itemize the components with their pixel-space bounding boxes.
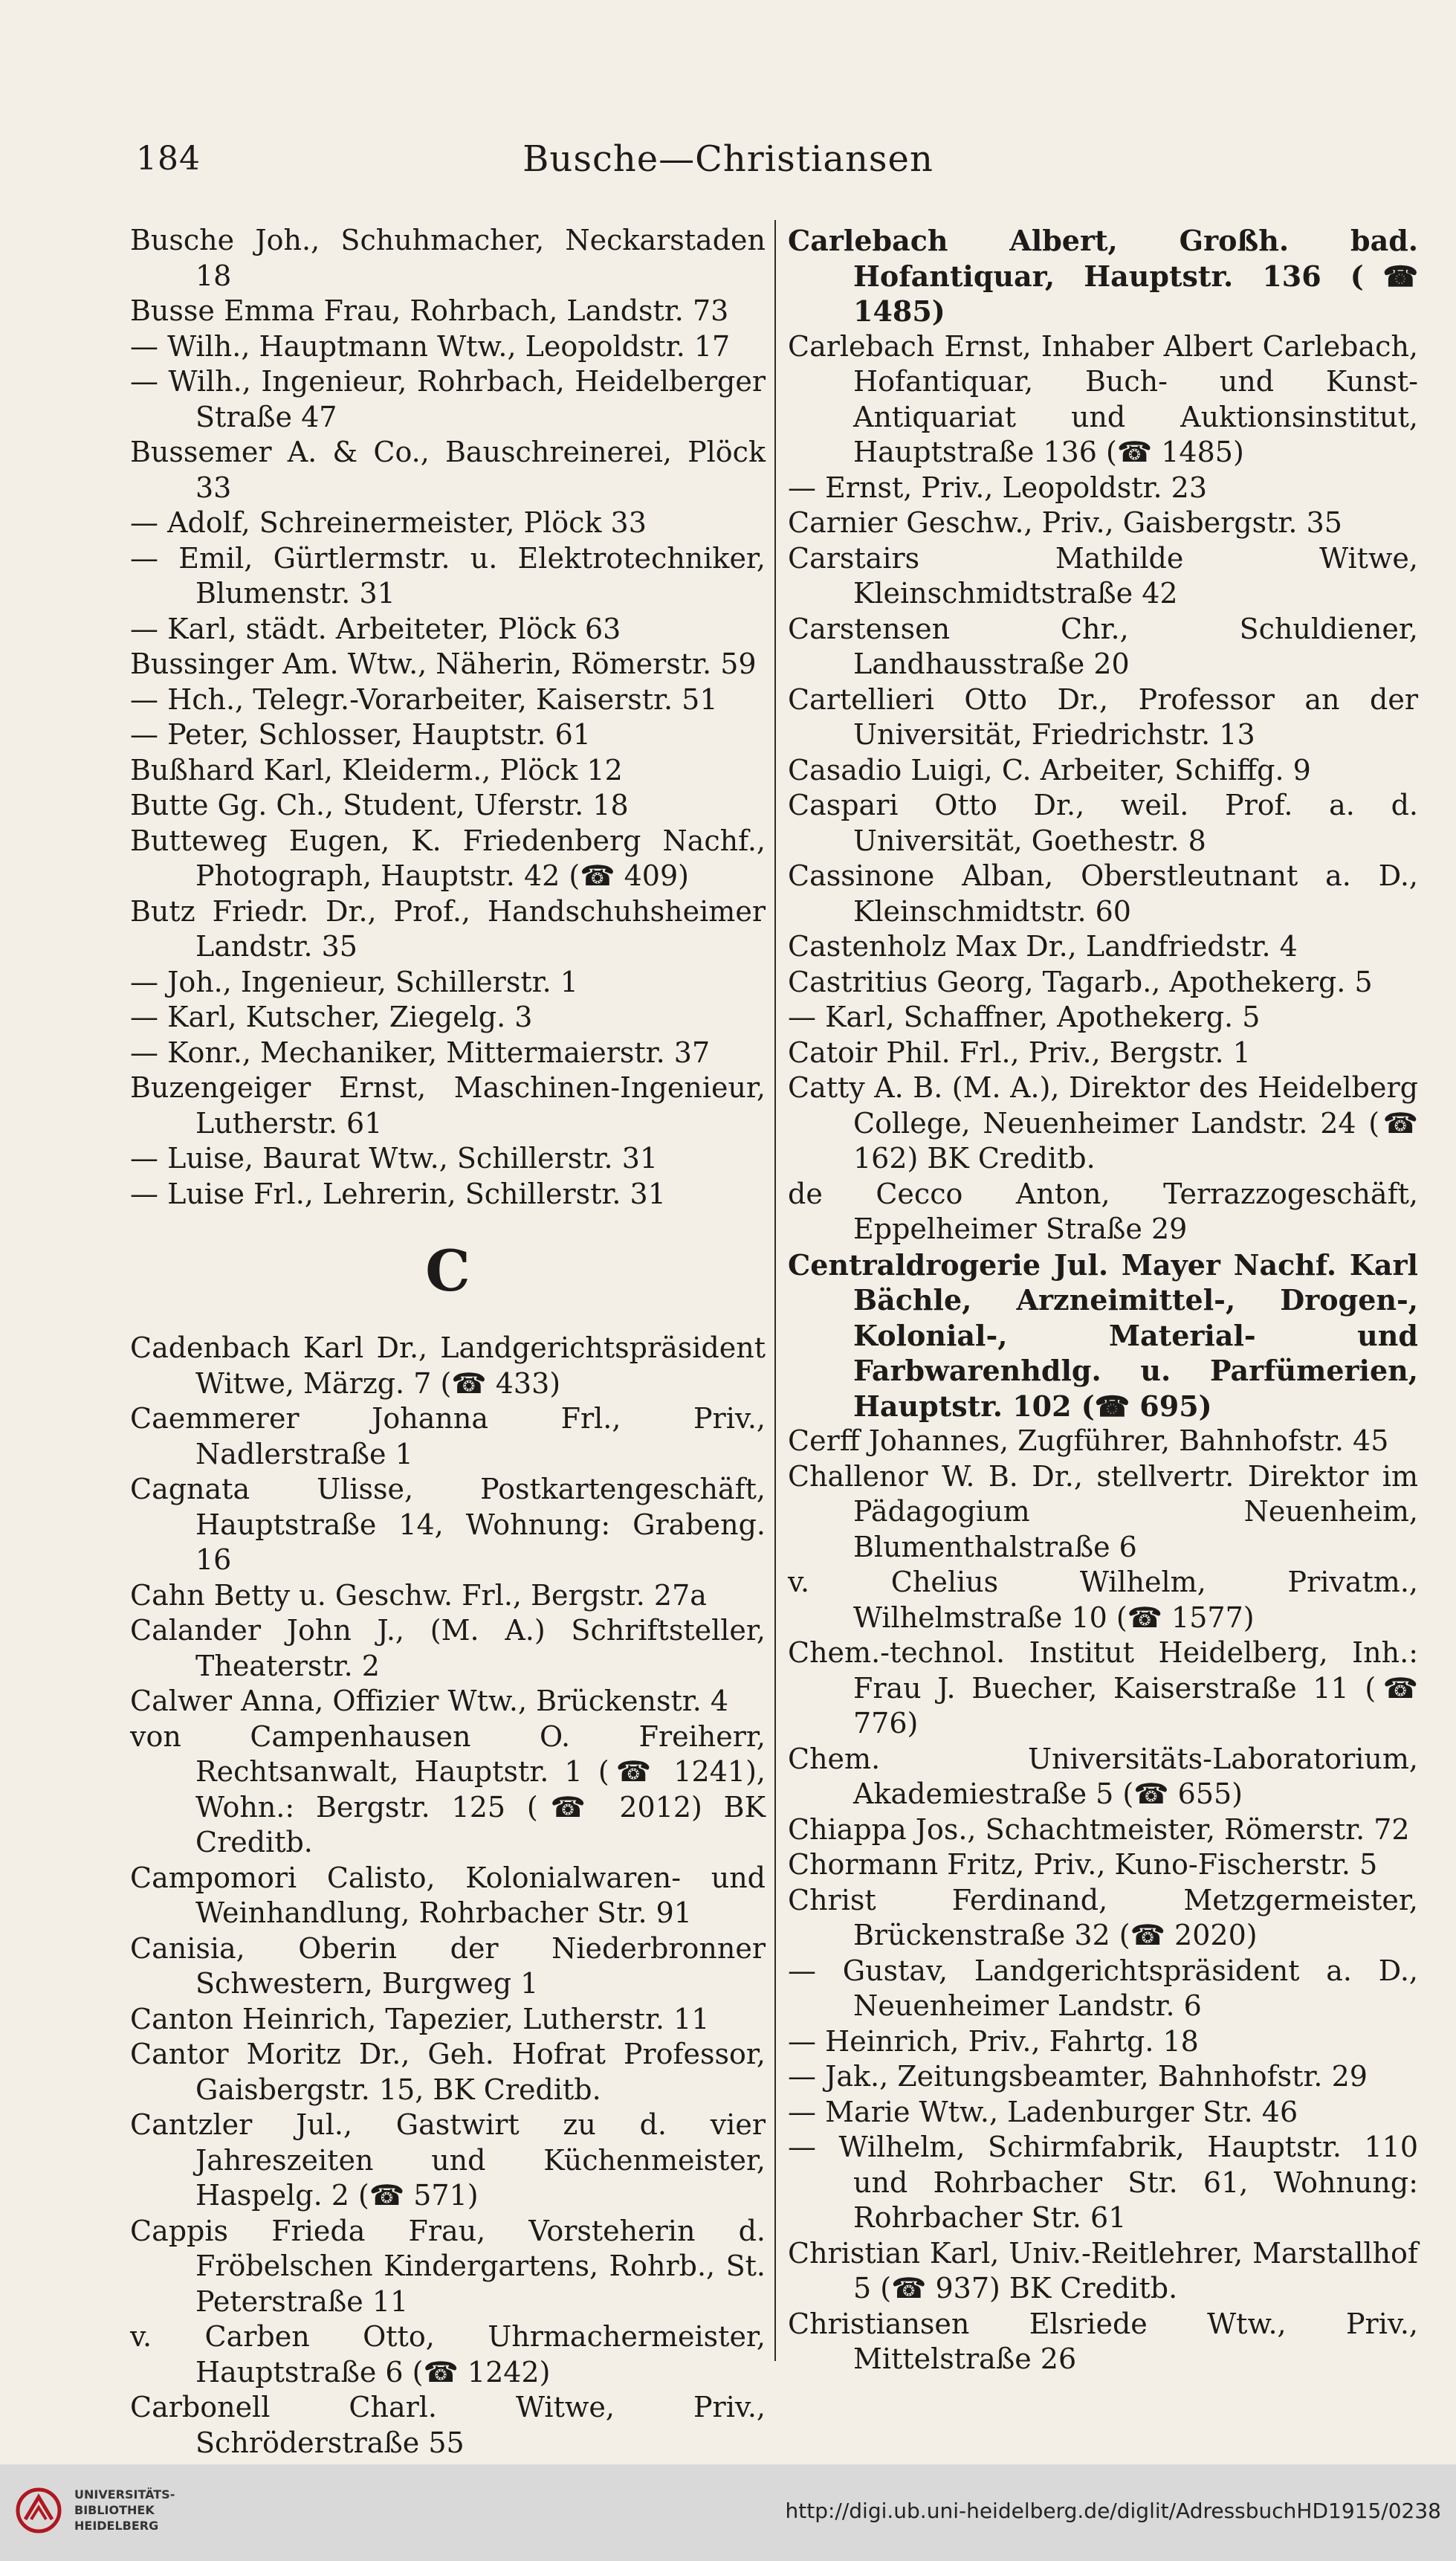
directory-entry: Carlebach Albert, Großh. bad. Hofantiquar, Hauptstr. 136 (☎ 1485)	[788, 224, 1418, 328]
directory-entry: Campomori Calisto, Kolonialwaren- und Weinhandlung, Rohrbacher Str. 91	[130, 1861, 766, 1929]
directory-entry: Cappis Frieda Frau, Vorsteherin d. Fröbelschen Kindergartens, Rohrb., St. Peterstraße 11	[130, 2214, 766, 2318]
directory-entry: — Luise, Baurat Wtw., Schillerstr. 31	[130, 1142, 659, 1175]
directory-entry: Butteweg Eugen, K. Friedenberg Nachf., Photograph, Hauptstr. 42 (☎ 409)	[130, 824, 766, 892]
directory-entry: Christian Karl, Univ.-Reitlehrer, Marstallhof 5 (☎ 937) BK Creditb.	[788, 2236, 1418, 2305]
directory-entry: von Campenhausen O. Freiherr, Rechtsanwalt, Hauptstr. 1 (☎ 1241), Wohn.: Bergstr. 125 (☎ 2012) BK Creditb.	[130, 1719, 766, 1858]
directory-entry: — Jak., Zeitungsbeamter, Bahnhofstr. 29	[788, 2060, 1368, 2093]
directory-entry: Caemmerer Johanna Frl., Priv., Nadlerstraße 1	[130, 1402, 766, 1470]
directory-entry: Cantor Moritz Dr., Geh. Hofrat Professor, Gaisbergstr. 15, BK Creditb.	[130, 2038, 766, 2106]
column-divider	[774, 220, 776, 2361]
directory-entry: Catty A. B. (M. A.), Direktor des Heidelberg College, Neuenheimer Landstr. 24 (☎ 162) BK Creditb.	[788, 1071, 1418, 1175]
directory-entry: — Karl, Schaffner, Apothekerg. 5	[788, 1001, 1261, 1033]
directory-entry: Butte Gg. Ch., Student, Uferstr. 18	[130, 789, 629, 821]
library-line: HEIDELBERG	[74, 2519, 159, 2533]
source-url-link[interactable]: http://digi.ub.uni-heidelberg.de/diglit/AdressbuchHD1915/0238	[785, 2499, 1441, 2523]
directory-entry: Cagnata Ulisse, Postkartengeschäft, Hauptstraße 14, Wohnung: Grabeng. 16	[130, 1473, 766, 1576]
directory-entry: Carbonell Charl. Witwe, Priv., Schröderstraße 55	[130, 2391, 766, 2459]
directory-entry: Chormann Fritz, Priv., Kuno-Fischerstr. 5	[788, 1848, 1378, 1881]
left-column	[130, 223, 766, 2496]
directory-entry: Castenholz Max Dr., Landfriedstr. 4	[788, 930, 1298, 963]
directory-entry: Butz Friedr. Dr., Prof., Handschuhsheimer Landstr. 35	[130, 894, 766, 963]
right-entries	[788, 223, 1418, 2377]
directory-entry: Canisia, Oberin der Niederbronner Schwestern, Burgweg 1	[130, 1931, 766, 2000]
directory-entry: de Cecco Anton, Terrazzogeschäft, Eppelheimer Straße 29	[788, 1177, 1418, 1245]
directory-entry: — Joh., Ingenieur, Schillerstr. 1	[130, 965, 578, 998]
page-number: 184	[136, 140, 201, 178]
directory-entry: Carstensen Chr., Schuldiener, Landhausstraße 20	[788, 612, 1418, 680]
library-name	[74, 2487, 175, 2533]
directory-entry: — Hch., Telegr.-Vorarbeiter, Kaiserstr. 51	[130, 682, 718, 716]
directory-entry: — Adolf, Schreinermeister, Plöck 33	[130, 506, 647, 539]
directory-entry: Christiansen Elsriede Wtw., Priv., Mittelstraße 26	[788, 2307, 1418, 2375]
directory-entry: Centraldrogerie Jul. Mayer Nachf. Karl Bächle, Arzneimittel-, Drogen-, Kolonial-, Material- und Farbwarenhdlg. u. Parfümerien, Hauptstr. 102 (☎ 695)	[788, 1247, 1418, 1423]
directory-entry: Calwer Anna, Offizier Wtw., Brückenstr. 4	[130, 1685, 729, 1717]
directory-entry: Cadenbach Karl Dr., Landgerichtspräsident Witwe, Märzg. 7 (☎ 433)	[130, 1331, 766, 1400]
left-entries-c	[130, 1331, 766, 2496]
directory-entry: v. Chelius Wilhelm, Privatm., Wilhelmstraße 10 (☎ 1577)	[788, 1566, 1418, 1634]
directory-entry: — Peter, Schlosser, Hauptstr. 61	[130, 718, 591, 751]
directory-entry: Bussinger Am. Wtw., Näherin, Römerstr. 59	[130, 647, 757, 680]
directory-entry: — Ernst, Priv., Leopoldstr. 23	[788, 471, 1208, 504]
running-head: Busche—Christiansen	[522, 138, 934, 180]
directory-entry: Cartellieri Otto Dr., Professor an der Universität, Friedrichstr. 13	[788, 682, 1418, 751]
directory-entry: — Marie Wtw., Ladenburger Str. 46	[788, 2095, 1298, 2128]
directory-entry: Buzengeiger Ernst, Maschinen-Ingenieur, Lutherstr. 61	[130, 1071, 766, 1140]
directory-entry: v. Carben Otto, Uhrmachermeister, Hauptstraße 6 (☎ 1242)	[130, 2320, 766, 2389]
directory-entry: Cerff Johannes, Zugführer, Bahnhofstr. 45	[788, 1424, 1389, 1457]
directory-entry: Chem. Universitäts-Laboratorium, Akademiestraße 5 (☎ 655)	[788, 1742, 1418, 1810]
page-header	[0, 0, 1456, 201]
directory-entry: Carlebach Ernst, Inhaber Albert Carlebach, Hofantiquar, Buch- und Kunst-Antiquariat und Auktionsinstitut, Hauptstraße 136 (☎ 1485)	[788, 329, 1418, 468]
section-letter: C	[425, 1238, 470, 1304]
footer-bar	[0, 2464, 1456, 2561]
directory-entry: Cantzler Jul., Gastwirt zu d. vier Jahreszeiten und Küchenmeister, Haspelg. 2 (☎ 571)	[130, 2108, 766, 2212]
directory-entry: — Karl, städt. Arbeiteter, Plöck 63	[130, 612, 621, 645]
directory-entry: Christ Ferdinand, Metzgermeister, Brückenstraße 32 (☎ 2020)	[788, 1883, 1418, 1951]
directory-entry: Cassinone Alban, Oberstleutnant a. D., Kleinschmidtstr. 60	[788, 859, 1418, 928]
library-logo-icon	[15, 2487, 62, 2534]
right-column	[788, 223, 1418, 2377]
directory-entry: Calander John J., (M. A.) Schriftsteller, Theaterstr. 2	[130, 1614, 766, 1682]
directory-entry: — Luise Frl., Lehrerin, Schillerstr. 31	[130, 1177, 666, 1210]
directory-entry: Bußhard Karl, Kleiderm., Plöck 12	[130, 753, 623, 787]
library-line: UNIVERSITÄTS-	[74, 2487, 175, 2502]
directory-entry: — Heinrich, Priv., Fahrtg. 18	[788, 2024, 1199, 2058]
directory-entry: Cahn Betty u. Geschw. Frl., Bergstr. 27a	[130, 1578, 707, 1612]
directory-entry: — Konr., Mechaniker, Mittermaierstr. 37	[130, 1036, 711, 1069]
directory-entry: Busse Emma Frau, Rohrbach, Landstr. 73	[130, 294, 729, 327]
directory-entry: — Emil, Gürtlermstr. u. Elektrotechniker, Blumenstr. 31	[130, 541, 766, 610]
directory-entry: Casadio Luigi, C. Arbeiter, Schiffg. 9	[788, 753, 1311, 787]
directory-entry: Chem.-technol. Institut Heidelberg, Inh.: Frau J. Buecher, Kaiserstraße 11 (☎ 776)	[788, 1636, 1418, 1740]
directory-entry: Castritius Georg, Tagarb., Apothekerg. 5	[788, 965, 1373, 998]
directory-entry: Busche Joh., Schuhmacher, Neckarstaden 18	[130, 224, 766, 292]
directory-entry: Carstairs Mathilde Witwe, Kleinschmidtstraße 42	[788, 541, 1418, 610]
directory-entry: Carnier Geschw., Priv., Gaisbergstr. 35	[788, 506, 1342, 539]
left-entries	[130, 223, 766, 1212]
directory-entry: — Wilhelm, Schirmfabrik, Hauptstr. 110 und Rohrbacher Str. 61, Wohnung: Rohrbacher Str. 61	[788, 2131, 1418, 2234]
directory-entry: Challenor W. B. Dr., stellvertr. Direktor im Pädagogium Neuenheim, Blumenthalstraße 6	[788, 1459, 1418, 1563]
directory-entry: Bussemer A. & Co., Bauschreinerei, Plöck 33	[130, 436, 766, 504]
directory-entry: — Gustav, Landgerichtspräsident a. D., Neuenheimer Landstr. 6	[788, 1954, 1418, 2022]
directory-entry: Chiappa Jos., Schachtmeister, Römerstr. 72	[788, 1812, 1410, 1846]
directory-entry: — Karl, Kutscher, Ziegelg. 3	[130, 1001, 533, 1033]
directory-entry: Caspari Otto Dr., weil. Prof. a. d. Universität, Goethestr. 8	[788, 789, 1418, 857]
directory-entry: Catoir Phil. Frl., Priv., Bergstr. 1	[788, 1036, 1251, 1069]
directory-entry: — Wilh., Hauptmann Wtw., Leopoldstr. 17	[130, 329, 731, 363]
directory-entry: — Wilh., Ingenieur, Rohrbach, Heidelberger Straße 47	[130, 365, 766, 433]
library-line: BIBLIOTHEK	[74, 2503, 155, 2517]
directory-entry: Canton Heinrich, Tapezier, Lutherstr. 11	[130, 2002, 710, 2035]
